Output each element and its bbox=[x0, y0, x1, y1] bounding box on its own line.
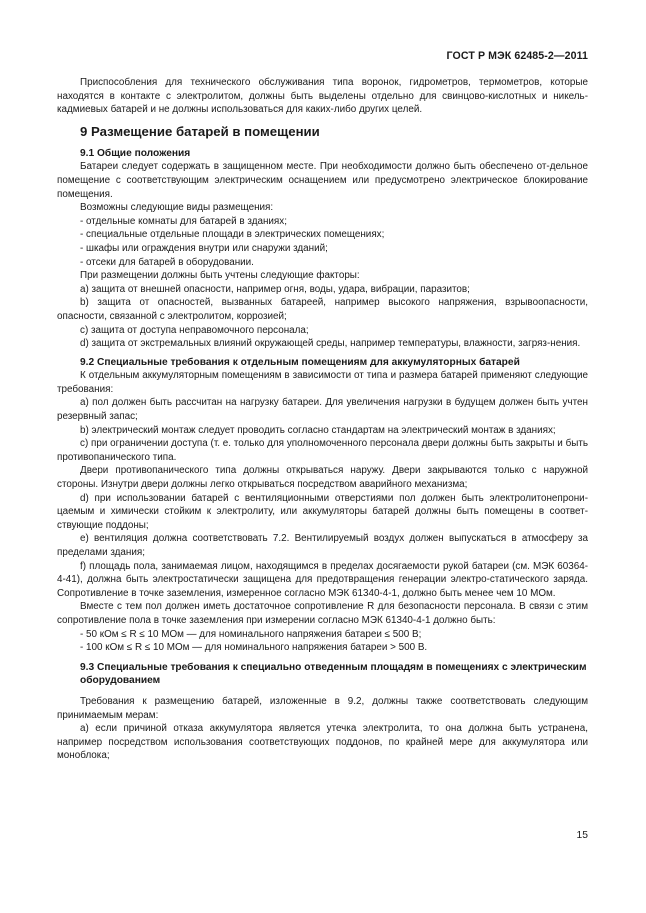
page-number: 15 bbox=[576, 830, 588, 841]
list-item: a) пол должен быть рассчитан на нагрузку батареи. Для увеличения нагрузки в будущем должен быть учтен резервный запас; bbox=[57, 397, 588, 423]
list-item: - отсеки для батарей в оборудовании. bbox=[80, 256, 254, 268]
list-item: e) вентиляция должна соответствовать 7.2. Вентилируемый воздух должен выпускаться в атмосферу за пределами здания; bbox=[57, 533, 588, 558]
list-item: a) если причиной отказа аккумулятора является утечка электролита, то она должна быть устранена, например посредством использования соответствующих поддонов, по крайней мере для аккумулятора или моноблока; bbox=[57, 723, 588, 762]
list-item: - шкафы или ограждения внутри или снаружи зданий; bbox=[80, 242, 328, 254]
page-content bbox=[57, 76, 588, 763]
paragraph: К отдельным аккумуляторным помещениям в зависимости от типа и размера батарей применяют следующие требования: bbox=[57, 370, 588, 395]
paragraph: Требования к размещению батарей, изложенные в 9.2, должны также соответствовать следующим принимаемым мерам: bbox=[57, 695, 588, 721]
list-item: a) защита от внешней опасности, например огня, воды, удара, вибрации, паразитов; bbox=[80, 283, 470, 295]
list-item: d) при использовании батарей с вентиляционными отверстиями пол должен быть электролитонепрони-цаемым и химически стойким к электролиту, или аккумуляторы батарей должны быть помещены в соответ-ствующие поддоны; bbox=[57, 492, 588, 531]
paragraph: Возможны следующие виды размещения: bbox=[80, 202, 274, 214]
list-item: d) защита от экстремальных влияний окружающей среды, например температуры, влажности, загряз-нения. bbox=[80, 338, 581, 350]
document-id-header: ГОСТ Р МЭК 62485-2—2011 bbox=[446, 50, 588, 62]
list-item: - отдельные комнаты для батарей в зданиях; bbox=[80, 215, 287, 227]
list-item: Двери противопанического типа должны открываться наружу. Двери закрываются только с наружной стороны. Изнутри двери должны легко открываться посредством аварийного механизма; bbox=[57, 465, 588, 491]
paragraph: Батареи следует содержать в защищенном месте. При необходимости должно быть обеспечено от-дельное помещение с соответствующим электрическим оснащением или предусмотрено электрическое блокирование помещения. bbox=[57, 161, 588, 200]
list-item: - специальные отдельные площади в электрических помещениях; bbox=[80, 229, 385, 241]
paragraph: При размещении должны быть учтены следующие факторы: bbox=[80, 270, 360, 282]
intro-paragraph: Приспособления для технического обслуживания типа воронок, гидрометров, термометров, которые находятся в контакте с электролитом, должны быть выделены отдельно для свинцово-кислотных и никель-кадмиевых батарей и не должны использоваться для каких-либо других целей. bbox=[57, 77, 588, 116]
section-9-title: 9 Размещение батарей в помещении bbox=[80, 123, 320, 139]
subsection-9-1-title: 9.1 Общие положения bbox=[80, 147, 191, 159]
subsection-9-2-title: 9.2 Специальные требования к отдельным помещениям для аккумуляторных батарей bbox=[80, 356, 520, 368]
list-item: - 100 кОм ≤ R ≤ 10 МОм — для номинального напряжения батареи > 500 В. bbox=[80, 642, 428, 654]
list-item: b) защита от опасностей, вызванных батареей, например высокого напряжения, взрывоопасности, опасности, связанной с электролитом, коррозией; bbox=[57, 297, 588, 322]
subsection-9-3-title: 9.3 Специальные требования к специально отведенным площадям в помещениях с электрическим оборудованием bbox=[80, 661, 587, 687]
list-item: - 50 кОм ≤ R ≤ 10 МОм — для номинального напряжения батареи ≤ 500 В; bbox=[80, 628, 422, 640]
list-item: c) при ограничении доступа (т. е. только для уполномоченного персонала двери должны быть закрыты и быть противопанического типа. bbox=[57, 438, 588, 463]
list-item: b) электрический монтаж следует проводить согласно стандартам на электрический монтаж в зданиях; bbox=[80, 424, 556, 436]
list-item: c) защита от доступа неправомочного персонала; bbox=[80, 324, 309, 336]
list-item: f) площадь пола, занимаемая лицом, находящимся в пределах досягаемости рукой батареи (см. МЭК 60364-4-41), должна быть электростатически защищена для предотвращения генерации электро-статического заряда. Сопротивление в точке заземления, измеренное согласно МЭК 61340-4-1, должно быть менее чем 10 МОм. bbox=[57, 560, 588, 599]
paragraph: Вместе с тем пол должен иметь достаточное сопротивление R для безопасности персонала. В связи с этим сопротивление пола в точке заземления при измерении согласно МЭК 61340-4-1 должно быть: bbox=[57, 601, 588, 626]
